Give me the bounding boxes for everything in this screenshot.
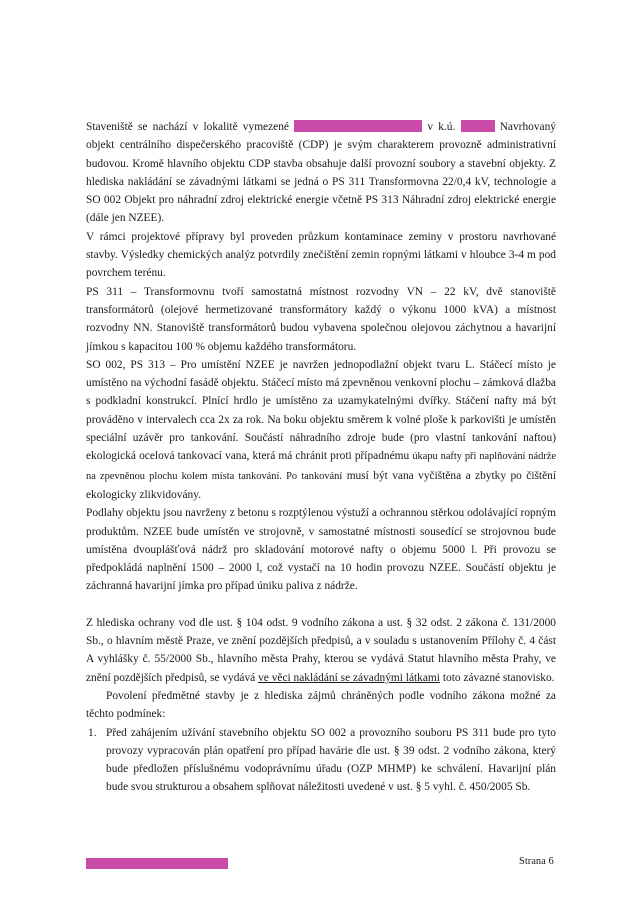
paragraph-legal-basis: Z hlediska ochrany vod dle ust. § 104 odst. 9 vodního zákona a ust. § 32 odst. 2 zákona č. 131/2000 Sb., o hlavním městě Praze, ve znění pozdějších předpisů, a v souladu s ustanovením Přílohy č. 4 část A vyhlášky č. 55/2000 Sb., hlavního města Prahy, kterou se vydává Statut hlavního města Prahy, ve znění pozdějších předpisů, se vydává ve věci nakládání se závadnými látkami toto závazné stanovisko. xyxy=(86,616,556,684)
footer-redaction-block xyxy=(86,858,228,869)
paragraph-floors: Podlahy objektu jsou navrženy z betonu s rozptýlenou výstuží a ochrannou stěrkou odolávající ropným produktům. NZEE bude umístěn ve strojovně, v samostatné místnosti sousedící se strojovnou bude umístěna dvouplášťová nádrž pro skladování motorové nafty o objemu 5000 l. Při provozu se předpokládá naplnění 1500 – 2000 l, což vystačí na 10 hodin provozu NZEE. Součástí objektu je záchranná havarijní jímka pro případ úniku paliva z nádrže. xyxy=(86,507,556,593)
paragraph-ps311: PS 311 – Transformovnu tvoří samostatná místnost rozvodny VN – 22 kV, dvě stanoviště transformátorů (olejové hermetizované transformátory každý o výkonu 1000 kVA) a místnost rozvodny NN. Stanoviště transformátorů budou vybavena společnou olejovou záchytnou a havarijní jímkou s kapacitou 100 % objemu každého transformátoru. xyxy=(86,285,556,353)
paragraph-site: Staveniště se nachází v lokalitě vymezené v k.ú. Navrhovaný objekt centrálního dispečerského pracoviště (CDP) je svým charakterem provozně administrativní budovou. Kromě hlavního objektu CDP stavba obsahuje další provozní soubory a stavební objekty. Z hlediska nakládání se závadnými látkami se jedná o PS 311 Transformovna 22/0,4 kV, technologie a SO 002 Objekt pro náhradní zdroj elektrické energie včetně PS 313 Náhradní zdroj elektrické energie (dále jen NZEE). xyxy=(86,121,557,225)
paragraph-permission: Povolení předmětné stavby je z hlediska zájmů chráněných podle vodního zákona možné za těchto podmínek: xyxy=(86,689,556,721)
page-number: Strana 6 xyxy=(519,856,554,867)
redaction-block xyxy=(461,120,495,132)
paragraph-so002: SO 002, PS 313 – Pro umístění NZEE je navržen jednopodlažní objekt tvaru L. Stáčecí místo je umístěno na východní fasádě objektu. Stáčecí místo má zpevněnou venkovní plochu – zámková dlažba s podkladní konstrukcí. Plnící hrdlo je umístěno za uzamykatelnými dvířky. Stáčení nafty má být prováděno v intervalech cca 2x za rok. Na boku objektu směrem k volné ploše k parkovišti je umístěn speciální uzávěr pro tankování. Součástí náhradního zdroje bude (pro vlastní tankování naftou) ekologická ocelová tankovací vana, která má chránit proti případnému úkapu nafty při naplňování nádrže na zpevněnou plochu kolem místa tankování. Po tankování musí být vana vyčištěna a zbytky po čištění ekologicky zlikvidovány. xyxy=(86,358,557,501)
paragraph-contamination: V rámci projektové přípravy byl proveden průzkum kontaminace zeminy v prostoru navrhované stavby. Výsledky chemických analýz potvrdily znečištění zemin ropnými látkami v hloubce 3-4 m pod povrchem terénu. xyxy=(86,230,556,280)
underlined-subject: ve věci nakládání se závadnými látkami xyxy=(258,671,440,684)
condition-item xyxy=(86,724,556,797)
condition-number: 1. xyxy=(88,726,97,739)
conditions-list xyxy=(86,724,556,797)
condition-text: Před zahájením užívání stavebního objektu SO 002 a provozního souboru PS 311 bude pro tyto provozy vypracován plán opatření pro případ havárie dle ust. § 39 odst. 2 vodního zákona, který bude předložen příslušnému vodoprávnímu úřadu (OZP MHMP) ke schválení. Havarijní plán bude svou strukturou a obsahem splňovat náležitosti uvedené v ust. § 5 vyhl. č. 450/2005 Sb. xyxy=(106,726,556,794)
document-body xyxy=(86,118,556,797)
redaction-block xyxy=(294,120,422,132)
